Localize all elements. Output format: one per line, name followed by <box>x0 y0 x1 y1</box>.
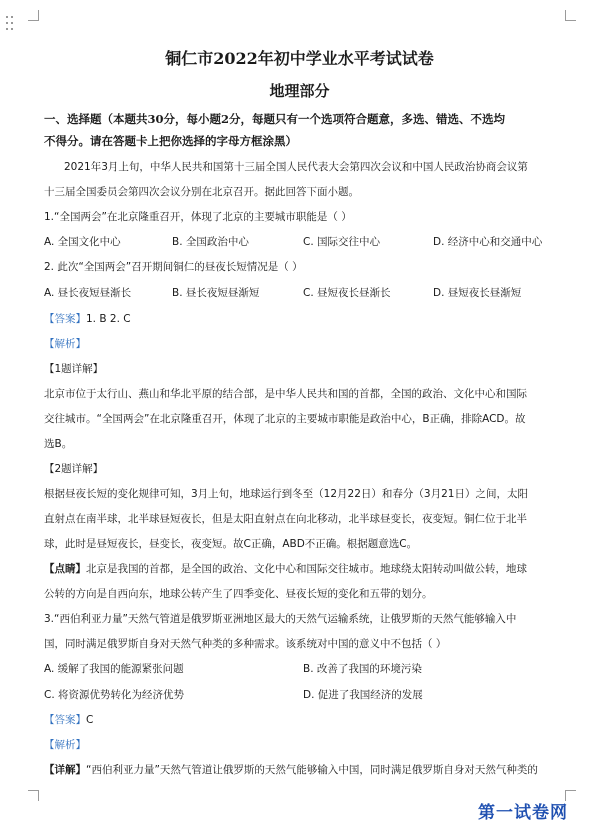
page-subtitle: 地理部分 <box>269 82 330 100</box>
answer-text: 1. B 2. C <box>86 313 131 325</box>
tip-line-1 <box>44 562 527 576</box>
detail-2-line-1: 根据昼夜长短的变化规律可知，3月上旬，地球运行到冬至（12月22日）和春分（3月21日）之间，太阳 <box>44 488 528 500</box>
question-2-stem: 2. 此次“全国两会”召开期间铜仁的昼夜长短情况是（ ） <box>44 261 303 273</box>
q2-option-d: D. 昼短夜长昼渐短 <box>433 287 522 299</box>
detail-2-line-3: 球，此时是昼短夜长，昼变长，夜变短。故C正确，ABD不正确。根据题意选C。 <box>44 538 418 550</box>
answer-text: C <box>86 714 94 726</box>
q3-option-a: A. 缓解了我国的能源紧张问题 <box>44 663 184 675</box>
detail-3-label: 【详解】 <box>44 764 86 776</box>
page-title: 铜仁市2022年初中学业水平考试试卷 <box>165 49 434 68</box>
detail-1-line-2: 交往城市。“全国两会”在北京隆重召开，体现了北京的主要城市职能是政治中心，B正确，排除ACD。故 <box>44 413 526 425</box>
q2-option-a: A. 昼长夜短昼渐长 <box>44 287 132 299</box>
question-1-stem: 1.“全国两会”在北京隆重召开，体现了北京的主要城市职能是（ ） <box>44 211 352 223</box>
intro-line-2: 十三届全国委员会第四次会议分别在北京召开。据此回答下面小题。 <box>44 186 359 198</box>
answer-label: 【答案】 <box>44 313 86 325</box>
answer-3 <box>44 713 93 727</box>
question-3-stem-line-2: 国，同时满足俄罗斯自身对天然气种类的多种需求。该系统对中国的意义中不包括（ ） <box>44 638 447 650</box>
q1-option-b: B. 全国政治中心 <box>172 236 249 248</box>
detail-2-label: 【2题详解】 <box>44 463 104 475</box>
section-heading-line-2: 不得分。请在答题卡上把你选择的字母方框涂黑） <box>44 134 297 148</box>
tip-line-2: 公转的方向是自西向东，地球公转产生了四季变化、昼夜长短的变化和五带的划分。 <box>44 588 433 600</box>
q1-option-c: C. 国际交往中心 <box>303 236 381 248</box>
intro-line-1: 2021年3月上旬，中华人民共和国第十三届全国人民代表大会第四次会议和中国人民政治协商会议第 <box>64 161 528 173</box>
q3-option-b: B. 改善了我国的环境污染 <box>303 663 422 675</box>
detail-3-line <box>44 763 538 777</box>
detail-1-label: 【1题详解】 <box>44 363 104 375</box>
section-heading-line-1: 一、选择题（本题共30分，每小题2分，每题只有一个选项符合题意，多选、错选、不选均 <box>44 112 506 126</box>
crop-mark-top-left <box>28 10 39 21</box>
tip-text-1: 北京是我国的首都，是全国的政治、文化中心和国际交往城市。地球绕太阳转动叫做公转，地球 <box>86 563 527 575</box>
analysis-label-1: 【解析】 <box>44 338 86 350</box>
site-watermark: 第一试卷网 <box>478 803 568 823</box>
drag-handle-icon[interactable] <box>6 16 16 34</box>
answer-label: 【答案】 <box>44 714 86 726</box>
detail-1-line-3: 选B。 <box>44 438 73 450</box>
q2-option-c: C. 昼短夜长昼渐长 <box>303 287 391 299</box>
q2-option-b: B. 昼长夜短昼渐短 <box>172 287 260 299</box>
tip-label: 【点睛】 <box>44 563 86 575</box>
q3-option-c: C. 将资源优势转化为经济优势 <box>44 689 185 701</box>
detail-2-line-2: 直射点在南半球，北半球昼短夜长，但是太阳直射点在向北移动，北半球昼变长，夜变短。铜仁位于北半 <box>44 513 527 525</box>
question-3-stem-line-1: 3.“西伯利亚力量”天然气管道是俄罗斯亚洲地区最大的天然气运输系统，让俄罗斯的天然气能够输入中 <box>44 613 517 625</box>
crop-mark-bottom-left <box>28 790 39 801</box>
crop-mark-top-right <box>565 10 576 21</box>
analysis-label-3: 【解析】 <box>44 739 86 751</box>
q1-option-a: A. 全国文化中心 <box>44 236 121 248</box>
detail-1-line-1: 北京市位于太行山、燕山和华北平原的结合部，是中华人民共和国的首都，全国的政治、文化中心和国际 <box>44 388 527 400</box>
q3-option-d: D. 促进了我国经济的发展 <box>303 689 423 701</box>
detail-3-text: “西伯利亚力量”天然气管道让俄罗斯的天然气能够输入中国，同时满足俄罗斯自身对天然气种类的 <box>86 764 538 776</box>
q1-option-d: D. 经济中心和交通中心 <box>433 236 543 248</box>
answer-1 <box>44 312 131 326</box>
